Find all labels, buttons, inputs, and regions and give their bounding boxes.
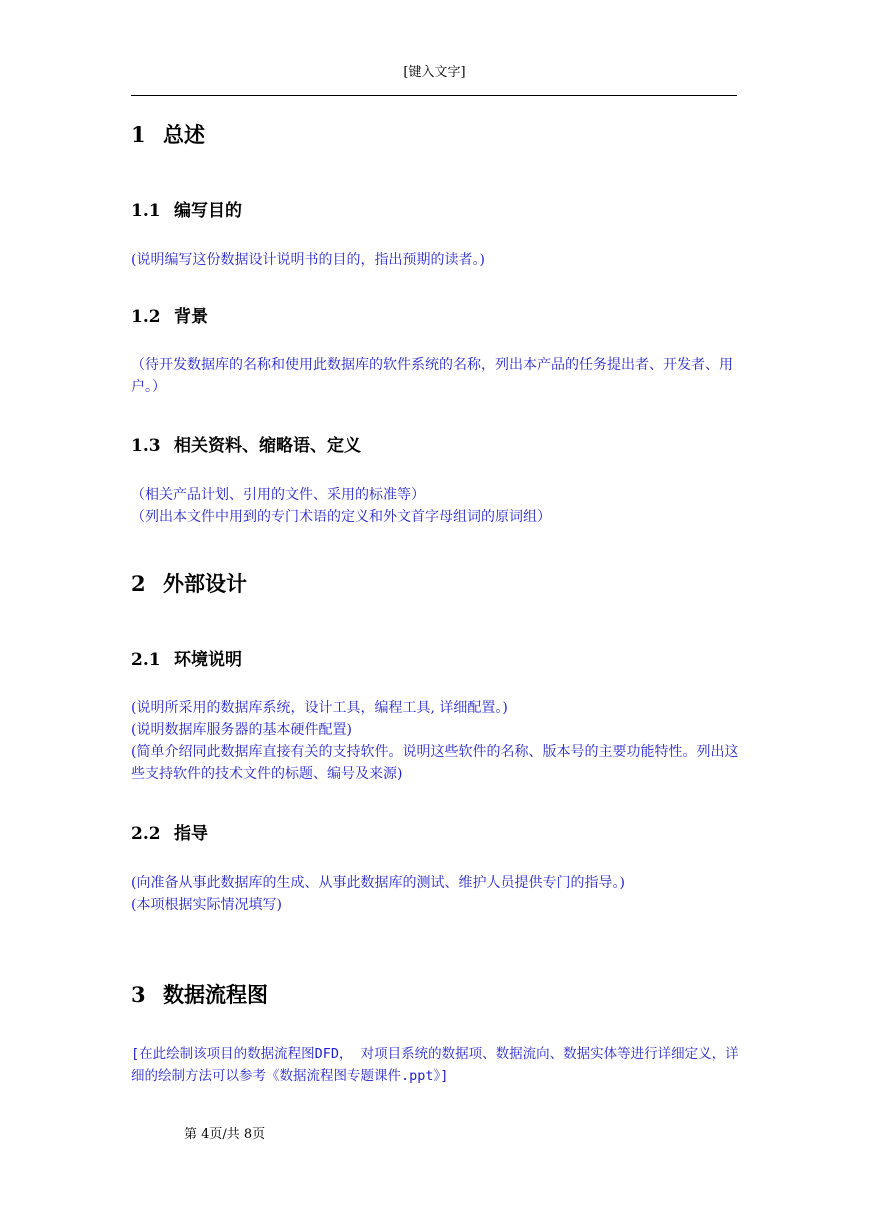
note-line: (本项根据实际情况填写) [131,897,282,913]
heading-title: 外部设计 [163,571,247,596]
heading-title: 环境说明 [174,650,242,670]
heading-number: 1 [131,122,146,147]
note-line: （列出本文件中用到的专门术语的定义和外文首字母组词的原词组） [131,509,551,525]
heading-number: 2 [131,571,146,596]
note-line: (说明所采用的数据库系统，设计工具，编程工具, 详细配置。) [131,700,508,716]
note-line: (说明编写这份数据设计说明书的目的，指出预期的读者。) [131,252,485,268]
heading-1-overview [131,119,205,149]
header-divider [131,95,737,96]
heading-title: 相关资料、缩略语、定义 [174,436,361,456]
heading-title: 编写目的 [174,201,242,221]
note-references [131,484,741,528]
note-line: (简单介绍同此数据库直接有关的支持软件。说明这些软件的名称、版本号的主要功能特性。列出这些支持软件的技术文件的标题、编号及来源) [131,744,739,782]
note-environment [131,697,741,785]
note-line: (说明数据库服务器的基本硬件配置) [131,722,352,738]
note-guidance [131,872,741,916]
note-background [131,354,741,398]
heading-title: 数据流程图 [163,982,268,1007]
heading-number: 3 [131,982,146,1007]
heading-number: 2.2 [131,824,161,844]
heading-title: 背景 [174,307,208,327]
heading-1-3-references [131,431,361,456]
heading-3-data-flow-diagram [131,979,268,1009]
note-line: (向准备从事此数据库的生成、从事此数据库的测试、维护人员提供专门的指导。) [131,875,625,891]
note-line: （待开发数据库的名称和使用此数据库的软件系统的名称，列出本产品的任务提出者、开发者、用户。） [131,357,733,395]
heading-1-1-purpose [131,196,242,221]
heading-2-1-environment [131,645,242,670]
page-header: [键入文字] [403,65,466,80]
heading-2-2-guidance [131,819,208,844]
heading-1-2-background [131,302,208,327]
note-line: （相关产品计划、引用的文件、采用的标准等） [131,487,425,503]
heading-number: 1.1 [131,201,161,221]
heading-title: 指导 [174,824,208,844]
heading-number: 2.1 [131,650,161,670]
heading-number: 1.2 [131,307,161,327]
page-footer: 第 4页/共 8页 [184,1127,266,1142]
note-purpose [131,249,741,271]
note-data-flow-diagram [131,1043,741,1087]
heading-2-external-design [131,568,247,598]
note-line: [在此绘制该项目的数据流程图DFD， 对项目系统的数据项、数据流向、数据实体等进行详细定义，详细的绘制方法可以参考《数据流程图专题课件.ppt》] [131,1046,739,1084]
heading-title: 总述 [163,122,205,147]
heading-number: 1.3 [131,436,161,456]
